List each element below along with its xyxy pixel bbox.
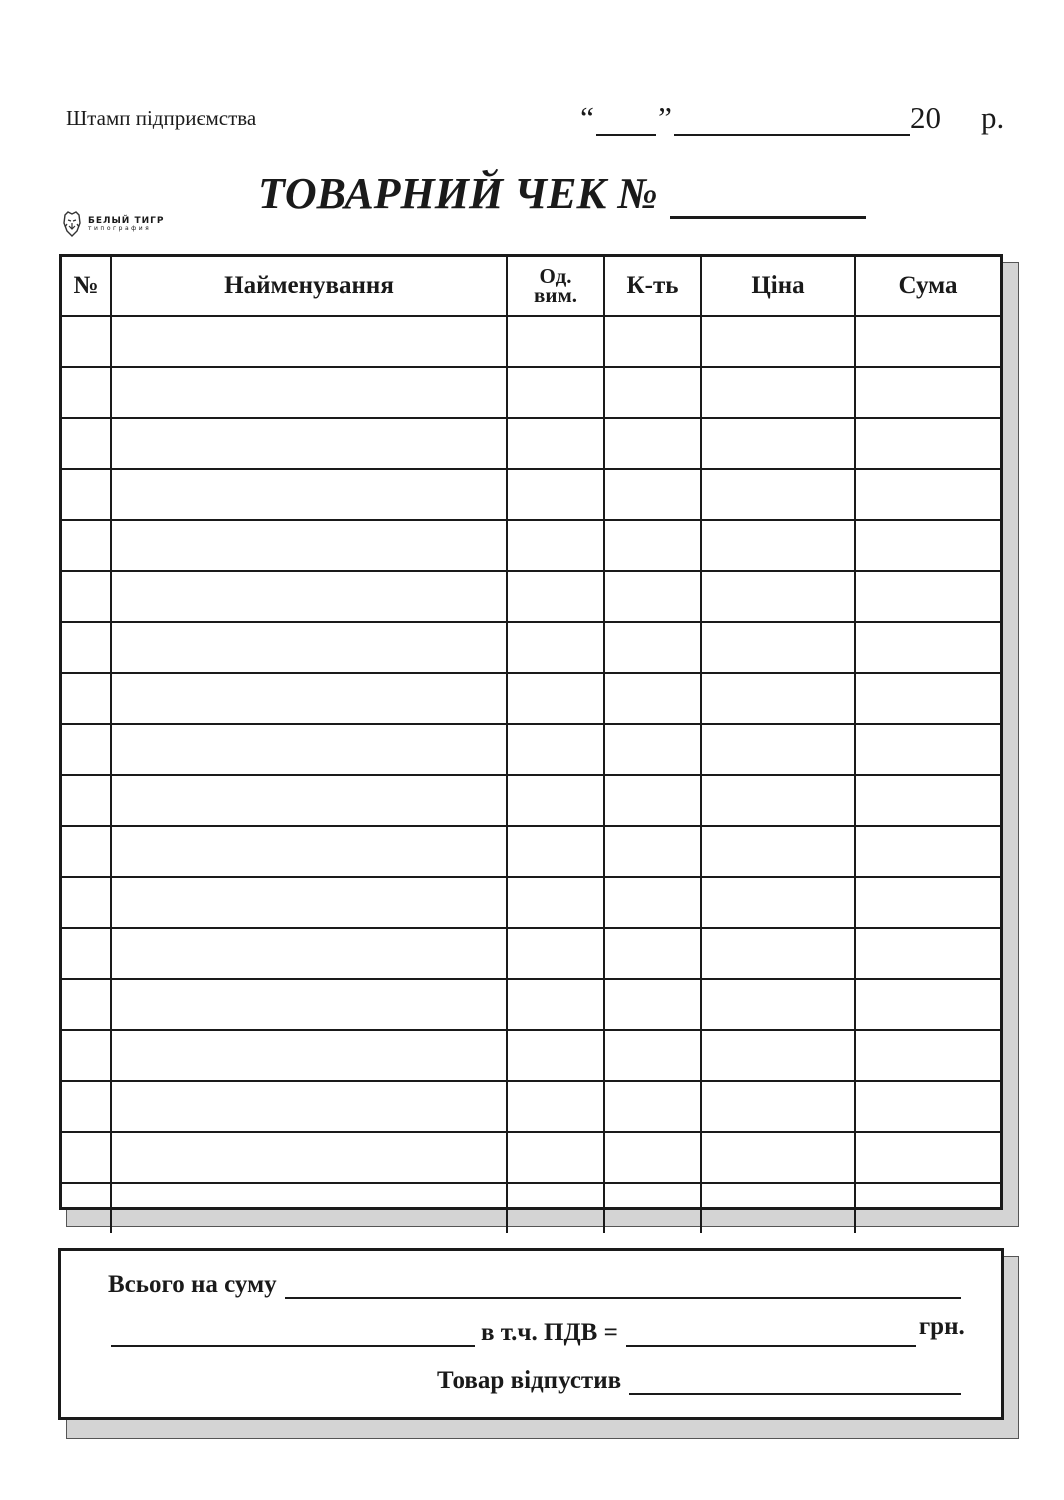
cell-price[interactable] [701,367,855,418]
cell-name[interactable] [111,316,507,367]
vat-label: в т.ч. ПДВ = [481,1319,618,1346]
cell-price[interactable] [701,724,855,775]
cell-name[interactable] [111,367,507,418]
cell-price[interactable] [701,571,855,622]
cell-number[interactable] [62,520,111,571]
cell-unit[interactable] [507,469,604,520]
total-in-words-blank[interactable] [111,1323,475,1347]
cell-sum[interactable] [855,571,1000,622]
cell-sum[interactable] [855,775,1000,826]
cell-name[interactable] [111,979,507,1030]
cell-unit[interactable] [507,418,604,469]
tiger-head-icon [62,211,82,237]
cell-quantity[interactable] [604,775,701,826]
cell-unit[interactable] [507,367,604,418]
day-blank[interactable] [596,108,656,136]
cell-number[interactable] [62,316,111,367]
cell-quantity[interactable] [604,1030,701,1081]
cell-number[interactable] [62,367,111,418]
cell-unit[interactable] [507,520,604,571]
year-suffix: р. [981,100,1005,135]
cell-sum[interactable] [855,469,1000,520]
cell-quantity[interactable] [604,673,701,724]
stamp-label: Штамп підприємства [66,106,257,130]
vat-line [111,1313,965,1347]
cell-sum[interactable] [855,367,1000,418]
vat-amount-blank[interactable] [626,1323,916,1347]
cell-number[interactable] [62,469,111,520]
cell-name[interactable] [111,622,507,673]
totals-box [58,1248,1004,1420]
cell-price[interactable] [701,418,855,469]
cell-price[interactable] [701,928,855,979]
cell-unit[interactable] [507,775,604,826]
cell-unit[interactable] [507,1132,604,1183]
cell-number[interactable] [62,979,111,1030]
table-row [62,418,1000,469]
cell-name[interactable] [111,928,507,979]
cell-unit[interactable] [507,979,604,1030]
table-row [62,622,1000,673]
cell-unit[interactable] [507,826,604,877]
cell-number[interactable] [62,622,111,673]
printer-logo [62,211,164,237]
cell-name[interactable] [111,724,507,775]
document-title: ТОВАРНИЙ ЧЕК № [258,169,658,218]
cell-sum[interactable] [855,418,1000,469]
cell-unit[interactable] [507,673,604,724]
cell-price[interactable] [701,979,855,1030]
released-label: Товар відпустив [437,1367,622,1394]
cell-price[interactable] [701,469,855,520]
cell-quantity[interactable] [604,826,701,877]
table-row [62,928,1000,979]
cell-name[interactable] [111,418,507,469]
cell-number[interactable] [62,1132,111,1183]
cell-quantity[interactable] [604,622,701,673]
close-quote: ” [658,100,672,135]
cell-price[interactable] [701,673,855,724]
table-row [62,775,1000,826]
cell-number[interactable] [62,418,111,469]
cell-unit[interactable] [507,928,604,979]
cell-sum[interactable] [855,622,1000,673]
cell-name[interactable] [111,775,507,826]
cell-name[interactable] [111,571,507,622]
cell-name[interactable] [111,826,507,877]
cell-price[interactable] [701,1081,855,1132]
table-row [62,1132,1000,1183]
cell-number[interactable] [62,1081,111,1132]
cell-sum[interactable] [855,673,1000,724]
cell-price[interactable] [701,775,855,826]
col-header-price: Ціна [701,257,855,316]
cell-unit[interactable] [507,724,604,775]
cell-quantity[interactable] [604,316,701,367]
cell-quantity[interactable] [604,1081,701,1132]
table-row [62,979,1000,1030]
table-row [62,316,1000,367]
col-header-quantity: К-ть [604,257,701,316]
released-line [437,1367,961,1395]
cell-name[interactable] [111,1030,507,1081]
cell-sum[interactable] [855,316,1000,367]
cell-name[interactable] [111,520,507,571]
table-row [62,1030,1000,1081]
cell-number[interactable] [62,1030,111,1081]
table-row [62,1183,1000,1233]
cell-sum[interactable] [855,877,1000,928]
cell-sum[interactable] [855,979,1000,1030]
col-header-unit-line-2: вим. [534,283,577,307]
table-row [62,673,1000,724]
cell-quantity[interactable] [604,1132,701,1183]
cell-sum[interactable] [855,1081,1000,1132]
date-line [578,100,1004,136]
year-prefix: 20 [910,100,941,135]
table-row [62,469,1000,520]
table-row [62,877,1000,928]
cell-quantity[interactable] [604,571,701,622]
cell-price[interactable] [701,877,855,928]
logo-name: БЕЛЫЙ ТИГР [88,215,165,226]
table-row [62,1081,1000,1132]
cell-unit[interactable] [507,877,604,928]
cell-quantity[interactable] [604,367,701,418]
cell-price[interactable] [701,622,855,673]
cell-number[interactable] [62,673,111,724]
table-row [62,367,1000,418]
cell-quantity[interactable] [604,418,701,469]
table-row [62,724,1000,775]
cell-unit[interactable] [507,1183,604,1233]
cell-price[interactable] [701,826,855,877]
table-header-row [62,257,1000,316]
released-signature-blank[interactable] [629,1371,961,1395]
cell-number[interactable] [62,724,111,775]
cell-price[interactable] [701,1183,855,1233]
receipt-number-blank[interactable] [670,176,866,219]
cell-sum[interactable] [855,520,1000,571]
cell-number[interactable] [62,928,111,979]
cell-quantity[interactable] [604,979,701,1030]
cell-price[interactable] [701,1132,855,1183]
cell-number[interactable] [62,775,111,826]
cell-price[interactable] [701,316,855,367]
items-table [62,257,1000,1233]
total-label: Всього на суму [108,1271,277,1298]
total-amount-blank[interactable] [285,1275,961,1299]
col-header-unit [507,257,604,316]
cell-unit[interactable] [507,1081,604,1132]
cell-name[interactable] [111,1183,507,1233]
cell-price[interactable] [701,520,855,571]
cell-price[interactable] [701,1030,855,1081]
cell-name[interactable] [111,1081,507,1132]
table-row [62,520,1000,571]
logo-subtitle: типография [88,224,152,232]
col-header-sum: Сума [855,257,1000,316]
cell-sum[interactable] [855,1030,1000,1081]
month-blank[interactable] [674,108,910,136]
items-table-frame [59,254,1003,1210]
cell-sum[interactable] [855,724,1000,775]
cell-number[interactable] [62,1183,111,1233]
cell-quantity[interactable] [604,724,701,775]
cell-number[interactable] [62,877,111,928]
col-header-number: № [62,257,111,316]
cell-name[interactable] [111,1132,507,1183]
cell-sum[interactable] [855,928,1000,979]
cell-sum[interactable] [855,1132,1000,1183]
cell-number[interactable] [62,826,111,877]
currency-label: грн. [918,1313,965,1340]
cell-quantity[interactable] [604,469,701,520]
cell-quantity[interactable] [604,1183,701,1233]
cell-quantity[interactable] [604,928,701,979]
cell-number[interactable] [62,571,111,622]
open-quote: “ [580,100,594,135]
cell-quantity[interactable] [604,520,701,571]
table-row [62,571,1000,622]
cell-unit[interactable] [507,316,604,367]
cell-name[interactable] [111,673,507,724]
cell-unit[interactable] [507,1030,604,1081]
cell-name[interactable] [111,469,507,520]
total-line [108,1271,961,1299]
cell-name[interactable] [111,877,507,928]
table-row [62,826,1000,877]
cell-sum[interactable] [855,1183,1000,1233]
cell-unit[interactable] [507,571,604,622]
col-header-unit-line-1: Од. [539,264,572,288]
cell-sum[interactable] [855,826,1000,877]
cell-unit[interactable] [507,622,604,673]
cell-quantity[interactable] [604,877,701,928]
document-title-row [258,168,866,219]
col-header-name: Найменування [111,257,507,316]
